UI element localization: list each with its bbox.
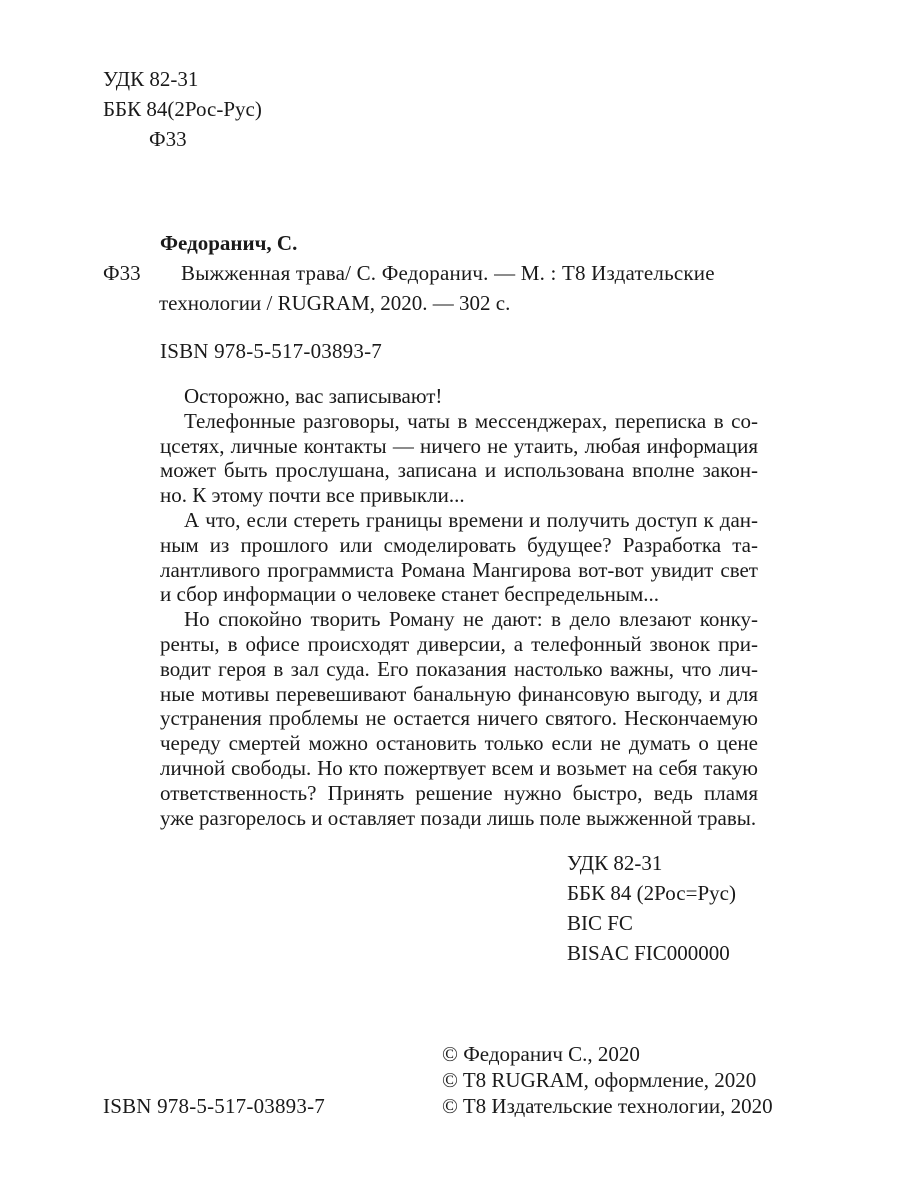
bibliographic-description bbox=[159, 258, 715, 318]
annotation-line: А что, если стереть границы времени и получить доступ к дан- bbox=[184, 507, 758, 532]
copyright-author: © Федоранич С., 2020 bbox=[442, 1042, 640, 1066]
copyright-publisher: © T8 Издательские технологии, 2020 bbox=[442, 1094, 773, 1118]
top-classification bbox=[103, 64, 262, 154]
annotation-line: череду смертей можно остановить только если не думать о цене bbox=[160, 731, 758, 756]
annotation-line: ным из прошлого или смоделировать будущее? Разработка та- bbox=[160, 532, 758, 557]
isbn-main: ISBN 978-5-517-03893-7 bbox=[160, 339, 382, 363]
annotation-line: личной свободы. Но кто пожертвует всем и возьмет на себя такую bbox=[160, 755, 758, 780]
annotation-line: водит героя в зал суда. Его показания настолько важны, что лич- bbox=[160, 656, 758, 681]
bic-code: BIC FC bbox=[567, 911, 633, 935]
annotation-line: ответственность? Принять решение нужно быстро, ведь пламя bbox=[160, 780, 758, 805]
annotation-line: ренты, в офисе происходят диверсии, а телефонный звонок при- bbox=[160, 631, 758, 656]
annotation-line: уже разгорелось и оставляет позади лишь поле выжженной травы. bbox=[160, 805, 757, 830]
annotation-line: и сбор информации о человеке станет беспредельным... bbox=[160, 582, 660, 607]
annotation-line: цсетях, личные контакты — ничего не утаить, любая информация bbox=[160, 433, 758, 458]
annotation-line: лантливого программиста Романа Мангирова вот-вот увидит свет bbox=[160, 557, 758, 582]
copyright-block bbox=[442, 1041, 773, 1119]
bibliographic-line-2: технологии / RUGRAM, 2020. — 302 с. bbox=[159, 291, 511, 315]
bisac-code: BISAC FIC000000 bbox=[567, 941, 730, 965]
annotation-line: может быть прослушана, записана и использована вполне закон- bbox=[160, 458, 758, 483]
right-classification bbox=[567, 848, 736, 968]
udk-code: УДК 82-31 bbox=[103, 67, 199, 91]
annotation bbox=[160, 384, 758, 830]
cutter-code: Ф33 bbox=[103, 261, 141, 285]
annotation-paragraph bbox=[160, 508, 758, 607]
udk-code-right: УДК 82-31 bbox=[567, 851, 663, 875]
author-name: Федоранич, С. bbox=[160, 231, 298, 255]
annotation-line: но. К этому почти все привыкли... bbox=[160, 483, 465, 508]
bibliographic-line-1: Выжженная трава/ С. Федоранич. — М. : T8 Издательские bbox=[181, 261, 715, 285]
annotation-line: Осторожно, вас записывают! bbox=[184, 384, 443, 408]
annotation-paragraph bbox=[160, 607, 758, 830]
annotation-line: Но спокойно творить Роману не дают: в дело влезают конку- bbox=[184, 607, 758, 632]
isbn-bottom: ISBN 978-5-517-03893-7 bbox=[103, 1094, 325, 1118]
annotation-paragraph bbox=[160, 409, 758, 508]
cutter-code-top: Ф33 bbox=[149, 127, 187, 151]
copyright-design: © T8 RUGRAM, оформление, 2020 bbox=[442, 1068, 757, 1092]
bbk-code: ББК 84(2Рос-Рус) bbox=[103, 97, 262, 121]
annotation-line: Телефонные разговоры, чаты в мессенджерах, переписка в со- bbox=[184, 408, 758, 433]
annotation-paragraph bbox=[160, 384, 758, 409]
annotation-line: устранения проблемы не остается ничего святого. Нескончаемую bbox=[160, 706, 758, 731]
annotation-line: ные мотивы перевешивают банальную финансовую выгоду, и для bbox=[160, 681, 758, 706]
bbk-code-right: ББК 84 (2Рос=Рус) bbox=[567, 881, 736, 905]
